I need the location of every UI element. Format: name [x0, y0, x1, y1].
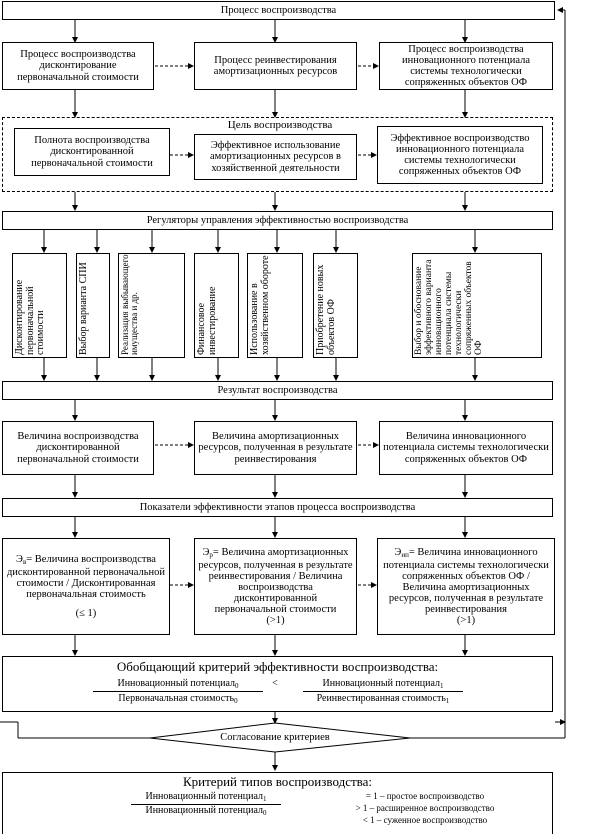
process-title: Процесс воспроизводства [220, 5, 337, 16]
types-denominator [131, 806, 281, 818]
general-left-den-sub: 0 [234, 697, 238, 705]
indicator-box-2 [194, 538, 357, 635]
general-criterion-box [2, 656, 553, 712]
row1-box-1 [2, 42, 154, 90]
types-num-sub: 1 [263, 795, 267, 803]
diamond-label [190, 732, 360, 743]
indicators-band [2, 498, 553, 517]
indicator-text-3 [381, 547, 551, 614]
result-band [2, 381, 553, 400]
regulator-text-7: Выбор и обоснование эффективного варианта инновационного потенциала системы технологически сопряженных объектов ОФ [414, 259, 484, 355]
general-right-num-sub: 1 [440, 682, 444, 690]
indicator-body-1: = Величина воспроизводства дисконтированной первоначальной стоимости / Дисконтированная первоначальная стоимость [6, 554, 166, 600]
indicator-cond-1: (≤ 1) [75, 607, 97, 619]
indicator-box-3 [377, 538, 555, 635]
regulators-title: Регуляторы управления эффективностью воспроизводства [146, 215, 409, 226]
regulator-text-5: Использование в хозяйственном обороте [249, 255, 271, 355]
result-title: Результат воспроизводства [217, 385, 338, 396]
types-case-text-2: > 1 – расширенное воспроизводство [355, 803, 495, 813]
general-left-num-text: Инновационный потенциал [117, 678, 236, 689]
regulator-3 [118, 253, 185, 358]
general-operator [265, 679, 285, 690]
row3-box-3 [379, 421, 553, 475]
general-title-text: Обобщающий критерий эффективности воспроизводства: [116, 659, 439, 674]
regulator-1 [12, 253, 67, 358]
types-case-2 [315, 804, 535, 814]
row3-text-3: Величина инновационного потенциала системы технологически сопряженных объектов ОФ [383, 431, 549, 465]
regulators-band [2, 211, 553, 230]
general-right-num-text: Инновационный потенциал [322, 678, 441, 689]
row3-text-1: Величина воспроизводства дисконтированной первоначальной стоимости [17, 431, 139, 465]
row3-box-1 [2, 421, 154, 475]
row2-text-1: Полнота воспроизводства дисконтированной первоначальной стоимости [31, 135, 153, 169]
regulator-5 [247, 253, 303, 358]
indicator-symbol-1: Э [16, 554, 23, 566]
regulator-text-2: Выбор варианта СПИ [78, 262, 89, 355]
goal-title [200, 120, 360, 132]
types-case-1 [315, 792, 535, 802]
types-case-text-3: < 1 – суженное воспроизводство [362, 815, 488, 825]
indicator-sub-2: р [209, 551, 213, 560]
regulator-text-1: Дисконтирование первоначальной стоимости [14, 279, 46, 355]
indicator-body-3: = Величина инновационного потенциала системы технологически сопряженных объектов ОФ / Величина амортизационных ресурсов, полученная в результате реинвестирования [383, 547, 549, 615]
indicator-symbol-2: Э [202, 547, 210, 559]
indicators-title: Показатели эффективности этапов процесса воспроизводства [139, 502, 416, 513]
general-op-text: < [272, 678, 278, 689]
types-case-3 [315, 816, 535, 826]
general-right-den-text: Реинвестированная стоимость [316, 693, 446, 704]
row2-box-2 [194, 134, 357, 180]
regulator-6 [313, 253, 358, 358]
types-title-text: Критерий типов воспроизводства: [182, 774, 372, 789]
row1-box-2 [194, 42, 357, 90]
row3-text-2: Величина амортизационных ресурсов, полученная в результате реинвестирования [198, 431, 353, 465]
row2-text-3: Эффективное воспроизводство инновационного потенциала системы технологически сопряженных объектов ОФ [390, 132, 530, 178]
types-num-text: Инновационный потенциал [145, 791, 264, 802]
general-left-den-text: Первоначальная стоимость [118, 693, 235, 704]
general-right-denominator [303, 694, 463, 706]
indicator-symbol-3: Э [394, 547, 402, 559]
general-title [3, 660, 552, 674]
regulator-text-3: Реализация выбывающего имущества и др. [120, 254, 140, 355]
general-right-numerator [303, 679, 463, 692]
general-left-denominator [93, 694, 263, 706]
goal-title-text: Цель воспроизводства [227, 119, 333, 131]
general-left-num-sub: 0 [235, 682, 239, 690]
row2-box-1 [14, 128, 170, 176]
row1-box-3 [379, 42, 553, 90]
indicator-cond-2: (>1) [266, 614, 285, 626]
indicator-text-2 [198, 547, 353, 614]
types-den-text: Инновационный потенциал [145, 805, 264, 816]
indicator-sub-3: ип [401, 551, 409, 560]
regulator-2 [76, 253, 110, 358]
row1-text-2: Процесс реинвестирования амортизационных ресурсов [213, 54, 338, 77]
diamond-label-text: Согласование критериев [220, 732, 330, 743]
general-left-numerator [93, 679, 263, 692]
types-den-sub: 0 [263, 809, 267, 817]
row1-text-1: Процесс воспроизводства дисконтирование первоначальной стоимости [17, 49, 139, 83]
indicator-body-2: = Величина амортизационных ресурсов, полученная в результате реинвестирования / Величина воспроизводства дисконтированной первоначальной стоимости [198, 547, 353, 615]
regulator-text-6: Приобретение новых объектов ОФ [315, 264, 337, 355]
indicator-sub-1: в [22, 558, 27, 567]
indicator-cond-3: (>1) [456, 614, 476, 626]
row2-box-3 [377, 126, 543, 184]
row2-text-2: Эффективное использование амортизационных ресурсов в хозяйственной деятельности [210, 140, 341, 174]
regulator-text-4: Финансовое инвестирование [196, 286, 218, 355]
regulator-4 [194, 253, 239, 358]
types-case-text-1: = 1 – простое воспроизводство [365, 791, 485, 801]
process-band [2, 1, 555, 20]
row1-text-3: Процесс воспроизводства инновационного потенциала системы технологически сопряженных объектов ОФ [402, 43, 530, 89]
regulator-7 [412, 253, 542, 358]
types-criterion-box [2, 772, 553, 834]
types-title [3, 775, 552, 789]
row3-box-2 [194, 421, 357, 475]
indicator-text-1 [6, 554, 166, 599]
general-right-den-sub: 1 [445, 697, 450, 705]
indicator-box-1 [2, 538, 170, 635]
types-numerator [131, 792, 281, 805]
